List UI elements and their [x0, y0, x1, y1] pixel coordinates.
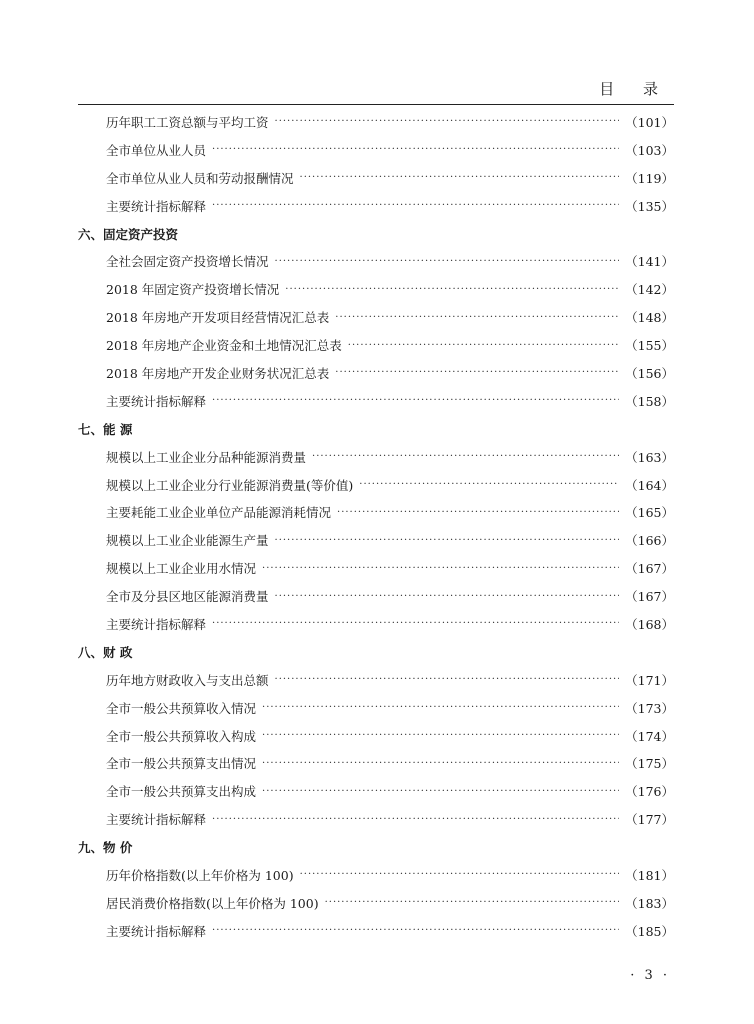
dot-leader — [262, 702, 619, 713]
entry-page-number: （185） — [625, 923, 674, 939]
entry-title: 全市一般公共预算收入构成 — [106, 728, 257, 744]
entry-page-number: （167） — [625, 589, 674, 605]
dot-leader — [275, 535, 620, 546]
dot-leader — [300, 869, 620, 880]
page-header-title: 目 录 — [599, 80, 670, 98]
entry-page-number: （181） — [625, 867, 674, 883]
toc-entry[interactable] — [78, 275, 674, 303]
entry-title: 主要统计指标解释 — [106, 923, 207, 939]
dot-leader — [300, 172, 620, 183]
dot-leader — [262, 563, 619, 574]
dot-leader — [359, 479, 619, 490]
entry-title: 历年价格指数(以上年价格为 100) — [106, 867, 294, 883]
toc-entry[interactable] — [78, 471, 674, 499]
entry-page-number: （168） — [625, 616, 674, 632]
toc-section-heading — [78, 833, 674, 861]
toc-entry[interactable] — [78, 359, 674, 387]
dot-leader — [312, 451, 619, 462]
dot-leader — [262, 758, 619, 769]
entry-title: 全社会固定资产投资增长情况 — [106, 254, 269, 270]
entry-page-number: （119） — [625, 170, 674, 186]
toc-entry[interactable] — [78, 387, 674, 415]
toc-entry[interactable] — [78, 805, 674, 833]
toc-entry[interactable] — [78, 331, 674, 359]
entry-title: 2018 年房地产企业资金和土地情况汇总表 — [106, 338, 342, 354]
entry-title: 规模以上工业企业分品种能源消费量 — [106, 449, 307, 465]
dot-leader — [212, 200, 619, 211]
entry-title: 全市一般公共预算支出情况 — [106, 756, 257, 772]
entry-page-number: （174） — [625, 728, 674, 744]
entry-page-number: （158） — [625, 393, 674, 409]
toc-entry[interactable] — [78, 526, 674, 554]
dot-leader — [275, 116, 620, 127]
dot-leader — [285, 284, 619, 295]
toc-section-heading — [78, 638, 674, 666]
dot-leader — [262, 730, 619, 741]
toc-entry[interactable] — [78, 610, 674, 638]
entry-title: 历年地方财政收入与支出总额 — [106, 672, 269, 688]
table-of-contents — [78, 108, 674, 945]
toc-entry[interactable] — [78, 722, 674, 750]
entry-title: 规模以上工业企业分行业能源消费量(等价值) — [106, 477, 354, 493]
entry-page-number: （173） — [625, 700, 674, 716]
toc-entry[interactable] — [78, 917, 674, 945]
section-title: 六、固定资产投资 — [78, 226, 179, 242]
dot-leader — [275, 591, 620, 602]
entry-title: 全市单位从业人员 — [106, 142, 207, 158]
entry-page-number: （156） — [625, 365, 674, 381]
entry-title: 主要耗能工业企业单位产品能源消耗情况 — [106, 505, 332, 521]
entry-page-number: （101） — [625, 114, 674, 130]
dot-leader — [348, 340, 619, 351]
toc-entry[interactable] — [78, 443, 674, 471]
entry-title: 全市一般公共预算支出构成 — [106, 784, 257, 800]
toc-entry[interactable] — [78, 777, 674, 805]
entry-title: 历年职工工资总额与平均工资 — [106, 114, 269, 130]
toc-section-heading — [78, 220, 674, 248]
dot-leader — [275, 674, 620, 685]
page-number: · 3 · — [630, 968, 670, 983]
entry-page-number: （177） — [625, 812, 674, 828]
entry-title: 2018 年固定资产投资增长情况 — [106, 282, 280, 298]
section-title: 八、财 政 — [78, 644, 133, 660]
entry-title: 规模以上工业企业能源生产量 — [106, 533, 269, 549]
entry-title: 主要统计指标解释 — [106, 198, 207, 214]
entry-page-number: （135） — [625, 198, 674, 214]
entry-page-number: （142） — [625, 282, 674, 298]
entry-page-number: （171） — [625, 672, 674, 688]
entry-title: 规模以上工业企业用水情况 — [106, 561, 257, 577]
toc-entry[interactable] — [78, 554, 674, 582]
dot-leader — [335, 312, 619, 323]
entry-page-number: （166） — [625, 533, 674, 549]
entry-page-number: （165） — [625, 505, 674, 521]
dot-leader — [262, 786, 619, 797]
entry-title: 主要统计指标解释 — [106, 393, 207, 409]
toc-entry[interactable] — [78, 889, 674, 917]
entry-title: 居民消费价格指数(以上年价格为 100) — [106, 895, 319, 911]
dot-leader — [325, 897, 620, 908]
toc-entry[interactable] — [78, 136, 674, 164]
toc-entry[interactable] — [78, 164, 674, 192]
toc-entry[interactable] — [78, 108, 674, 136]
toc-entry[interactable] — [78, 666, 674, 694]
toc-section-heading — [78, 415, 674, 443]
entry-page-number: （176） — [625, 784, 674, 800]
section-title: 九、物 价 — [78, 840, 133, 856]
entry-page-number: （163） — [625, 449, 674, 465]
entry-page-number: （164） — [625, 477, 674, 493]
section-title: 七、能 源 — [78, 421, 133, 437]
entry-title: 主要统计指标解释 — [106, 812, 207, 828]
entry-page-number: （183） — [625, 895, 674, 911]
dot-leader — [212, 814, 619, 825]
entry-title: 全市及分县区地区能源消费量 — [106, 589, 269, 605]
toc-entry[interactable] — [78, 247, 674, 275]
dot-leader — [335, 367, 619, 378]
dot-leader — [212, 618, 619, 629]
toc-entry[interactable] — [78, 498, 674, 526]
entry-page-number: （141） — [625, 254, 674, 270]
dot-leader — [212, 925, 619, 936]
header-divider — [78, 104, 674, 105]
dot-leader — [275, 256, 620, 267]
entry-title: 全市单位从业人员和劳动报酬情况 — [106, 170, 294, 186]
entry-page-number: （103） — [625, 142, 674, 158]
dot-leader — [212, 144, 619, 155]
toc-entry[interactable] — [78, 582, 674, 610]
dot-leader — [212, 395, 619, 406]
toc-entry[interactable] — [78, 694, 674, 722]
dot-leader — [337, 507, 619, 518]
entry-title: 全市一般公共预算收入情况 — [106, 700, 257, 716]
entry-page-number: （148） — [625, 310, 674, 326]
entry-title: 2018 年房地产开发企业财务状况汇总表 — [106, 365, 330, 381]
entry-page-number: （167） — [625, 561, 674, 577]
toc-entry[interactable] — [78, 749, 674, 777]
entry-page-number: （175） — [625, 756, 674, 772]
entry-page-number: （155） — [625, 338, 674, 354]
toc-entry[interactable] — [78, 192, 674, 220]
toc-entry[interactable] — [78, 303, 674, 331]
entry-title: 2018 年房地产开发项目经营情况汇总表 — [106, 310, 330, 326]
toc-entry[interactable] — [78, 861, 674, 889]
entry-title: 主要统计指标解释 — [106, 616, 207, 632]
